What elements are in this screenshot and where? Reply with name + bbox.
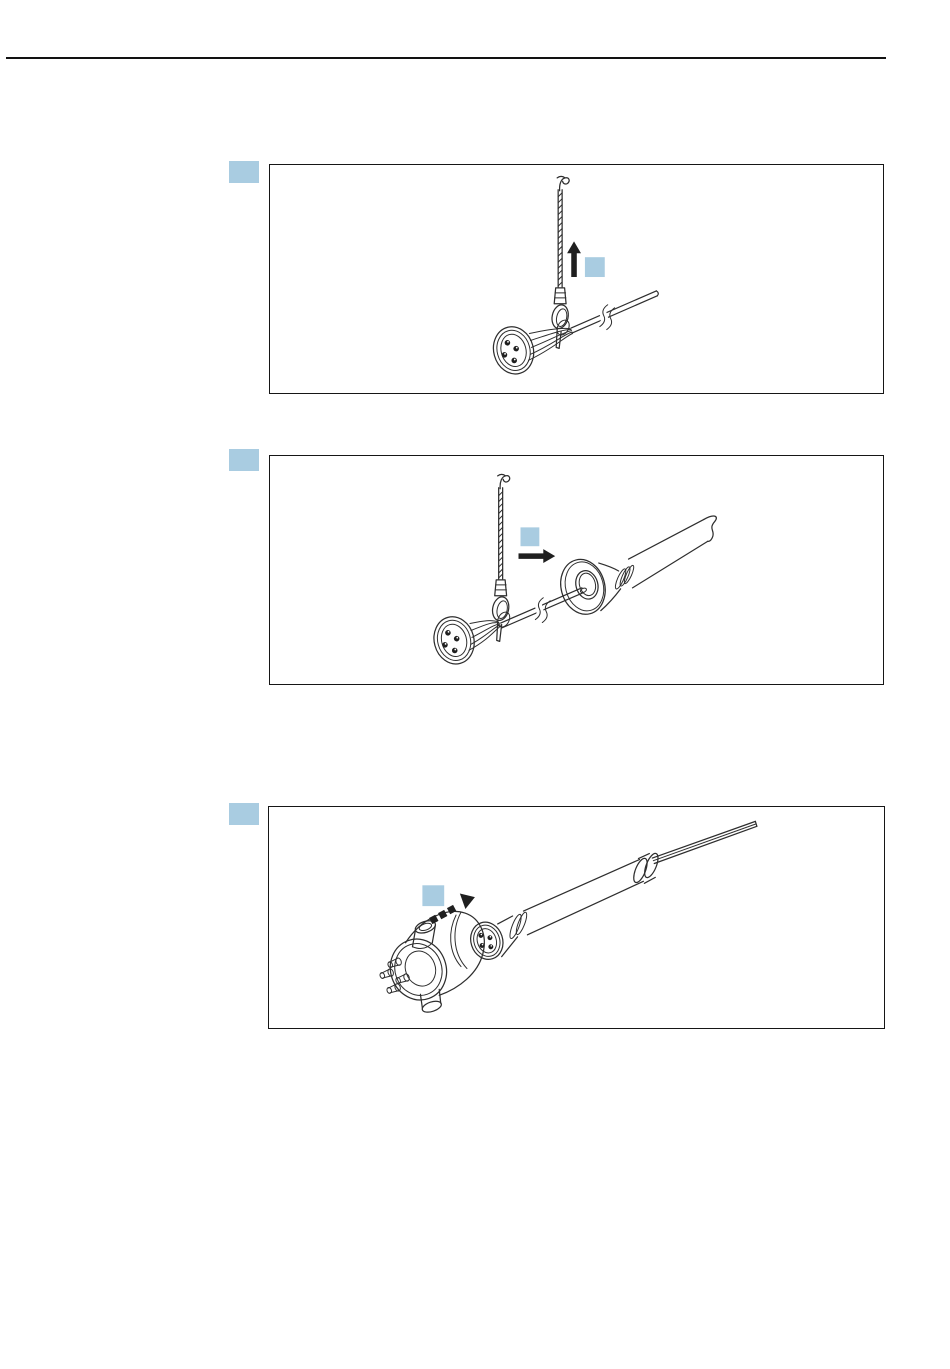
probe-rod bbox=[652, 821, 757, 863]
step-1-marker-box bbox=[229, 161, 259, 183]
figure-panel-step-1 bbox=[269, 164, 884, 394]
step-3-marker bbox=[229, 803, 259, 825]
insert-rod bbox=[501, 587, 587, 628]
step-3-callout-marker bbox=[422, 885, 444, 906]
wire-rope bbox=[499, 488, 503, 579]
crimp-ferrule-icon bbox=[554, 288, 566, 304]
insert-tube bbox=[523, 860, 643, 935]
figure-panel-step-2 bbox=[269, 455, 884, 685]
measurement-insert bbox=[466, 821, 757, 963]
thermowell-flange bbox=[555, 554, 636, 619]
step-2-callout-marker bbox=[520, 527, 539, 546]
connection-head bbox=[379, 911, 484, 1014]
insert-connector-disc bbox=[488, 322, 539, 378]
step-2-marker bbox=[229, 449, 259, 471]
bottom-stub bbox=[420, 989, 442, 1014]
hook-icon bbox=[498, 474, 510, 488]
insert-collar bbox=[498, 911, 529, 956]
figure-panel-step-3 bbox=[268, 806, 885, 1029]
wire-rope bbox=[558, 190, 562, 287]
step-3-marker-box bbox=[229, 803, 259, 825]
figure-hoist-insert bbox=[270, 165, 883, 393]
figure-insert-into-connection-head bbox=[269, 807, 884, 1028]
crimp-ferrule-icon bbox=[495, 580, 507, 596]
step-2-marker-box bbox=[229, 449, 259, 471]
insert-rod bbox=[571, 291, 658, 333]
thermowell-tube bbox=[629, 516, 717, 588]
rope-loop bbox=[550, 303, 572, 348]
header-rule bbox=[6, 57, 886, 59]
step-1-marker bbox=[229, 161, 259, 183]
right-arrow-icon bbox=[519, 549, 556, 563]
insert-connector-disc bbox=[429, 612, 480, 668]
hook-icon bbox=[557, 176, 569, 190]
figure-insert-into-thermowell bbox=[270, 456, 883, 684]
up-arrow-icon bbox=[567, 241, 581, 277]
tube-break-end bbox=[704, 516, 716, 541]
rope-loop bbox=[490, 595, 512, 641]
step-1-callout-marker bbox=[585, 257, 605, 277]
